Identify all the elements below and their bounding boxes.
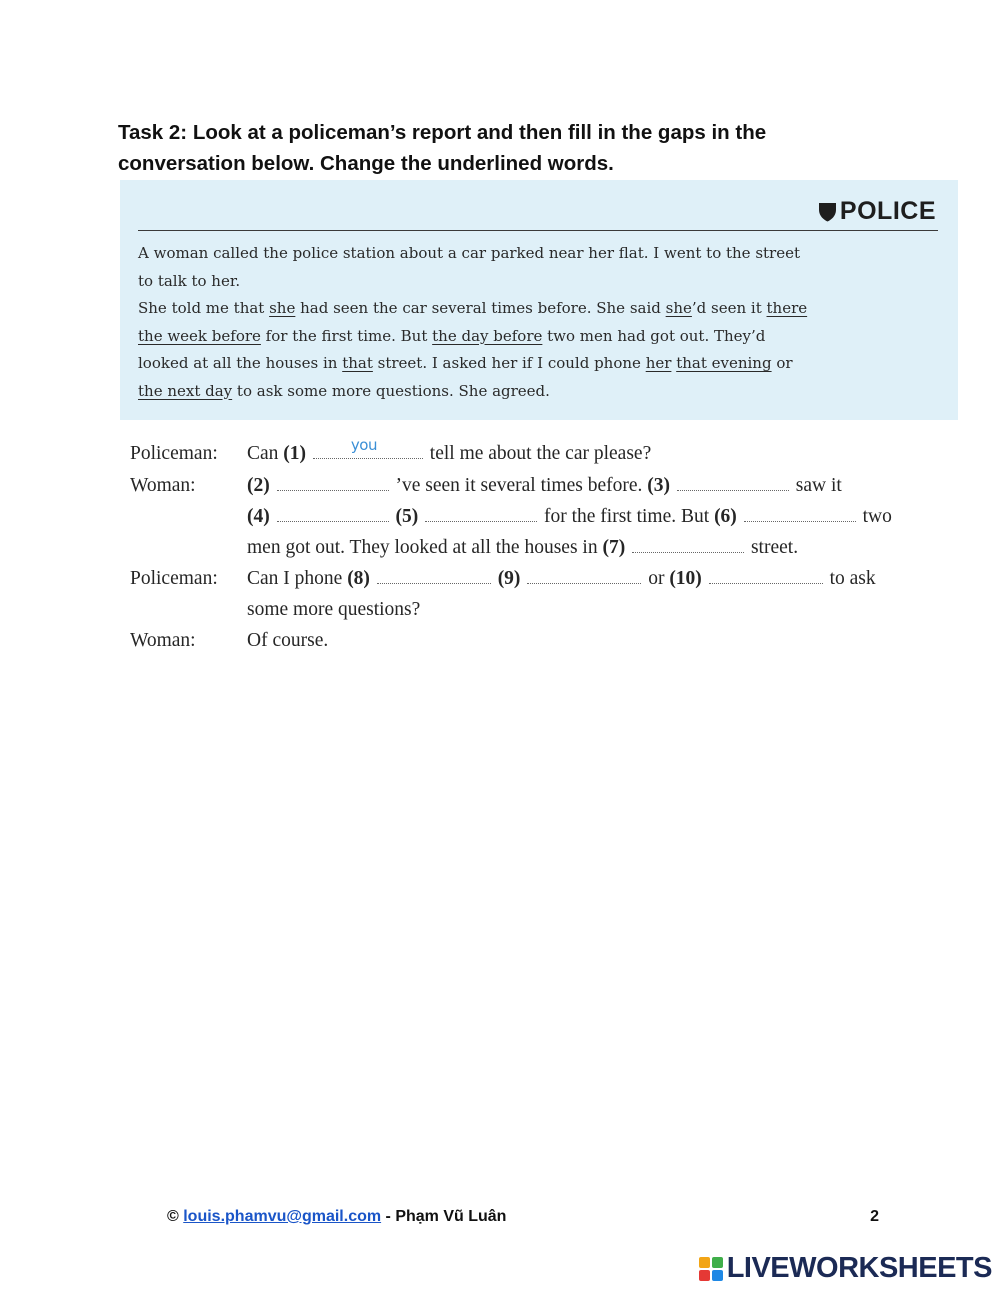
report-text-span: to ask some more questions. She agreed. — [232, 381, 550, 400]
report-text-span: for the first time. But — [260, 326, 433, 345]
dialogue-turn — [130, 470, 960, 563]
speech-text: or — [643, 567, 670, 589]
police-report-header — [138, 194, 938, 231]
gap-number: (1) — [283, 443, 307, 464]
dialogue-turn — [130, 563, 960, 625]
gap-1-answer: you — [350, 436, 377, 454]
gap-number: (8) — [347, 567, 370, 589]
gap-number: (3) — [647, 474, 671, 496]
speech-text: ’ve seen it several times before. — [390, 474, 648, 496]
speech-text: saw it — [790, 474, 842, 496]
underlined-word: that — [342, 354, 373, 372]
gap-number: (4) — [247, 505, 270, 527]
copyright-symbol: © — [167, 1208, 184, 1225]
report-text-span: two men had got out. They’d — [542, 326, 766, 345]
speech-text: tell me about the car please? — [424, 443, 652, 464]
conversation — [130, 438, 960, 656]
gap-number: (9) — [497, 567, 521, 589]
gap-number: (2) — [247, 474, 270, 496]
report-text-span: looked at all the houses in — [138, 354, 343, 372]
report-line — [138, 350, 938, 378]
report-line — [138, 295, 938, 323]
dialogue-turn — [130, 625, 960, 657]
page-footer — [167, 1208, 887, 1226]
speech — [247, 563, 960, 625]
report-line — [138, 323, 938, 351]
report-text-span: ’d seen it — [691, 299, 767, 317]
dialogue-turn — [130, 438, 960, 470]
page-number: 2 — [870, 1208, 879, 1225]
speech-text: two — [857, 505, 892, 527]
gap-number: (6) — [714, 505, 737, 527]
gap-4-input[interactable] — [277, 505, 389, 522]
gap-3-input[interactable] — [677, 474, 789, 491]
report-text-span: had seen the car several times before. She said — [295, 299, 666, 317]
gap-number: (10) — [669, 567, 702, 589]
speaker-label: Woman: — [130, 474, 196, 496]
block-icon — [699, 1270, 710, 1281]
liveworksheets-blocks-icon — [699, 1257, 723, 1281]
gap-8-input[interactable] — [377, 567, 491, 584]
speaker-label: Policeman: — [130, 443, 218, 464]
gap-7-input[interactable] — [632, 536, 744, 553]
police-report — [120, 180, 958, 420]
speaker-label: Woman: — [130, 629, 196, 651]
gap-5-input[interactable] — [425, 505, 537, 522]
gap-6-input[interactable] — [744, 505, 856, 522]
underlined-word: the week before — [138, 326, 261, 345]
underlined-word: the next day — [138, 381, 233, 400]
underlined-word: that evening — [676, 354, 772, 372]
author-email-link[interactable]: louis.phamvu@gmail.com — [183, 1208, 382, 1225]
speech-text: for the first time. But — [539, 505, 715, 527]
report-text-span: She told me that — [138, 299, 270, 317]
speech — [247, 438, 960, 470]
liveworksheets-logo[interactable] — [699, 1252, 992, 1285]
author-name: - Phạm Vũ Luân — [381, 1208, 507, 1225]
report-line — [138, 378, 938, 406]
underlined-word: her — [645, 354, 672, 372]
gap-9-input[interactable] — [527, 567, 641, 584]
task-line-1: Task 2: Look at a policeman’s report and then fill in the gaps in the — [118, 121, 767, 144]
underlined-word: there — [766, 299, 808, 317]
gap-1-input[interactable] — [313, 436, 423, 459]
block-icon — [699, 1257, 710, 1268]
gap-2-input[interactable] — [277, 474, 389, 491]
shield-icon — [818, 202, 837, 222]
gap-number: (7) — [602, 536, 626, 558]
speech-text: Can I phone — [247, 567, 348, 589]
speech-text: some more questions? — [247, 598, 421, 620]
report-line — [138, 268, 938, 296]
speech-text: to ask — [824, 567, 876, 589]
underlined-word: the day before — [432, 326, 543, 345]
report-text-span: street. I asked her if I could phone — [372, 354, 646, 372]
speech-text: street. — [746, 536, 799, 558]
speech-text: men got out. They looked at all the houses in — [247, 536, 603, 558]
underlined-word: she — [665, 299, 692, 317]
speech-text: Can — [247, 443, 284, 464]
speech — [247, 470, 960, 563]
police-logo-text: POLICE — [839, 197, 936, 225]
police-logo — [818, 197, 936, 226]
underlined-word: she — [269, 299, 296, 317]
report-text-span: to talk to her. — [138, 271, 241, 290]
speaker-label: Policeman: — [130, 567, 218, 589]
report-line — [138, 240, 938, 268]
speech: Of course. — [247, 629, 329, 651]
block-icon — [712, 1257, 723, 1268]
block-icon — [712, 1270, 723, 1281]
task-instructions — [118, 117, 918, 179]
gap-number: (5) — [395, 505, 419, 527]
liveworksheets-logo-text: LIVEWORKSHEETS — [726, 1252, 992, 1284]
report-text-span: or — [771, 354, 793, 372]
task-line-2: conversation below. Change the underlined words. — [118, 152, 614, 175]
report-text — [138, 240, 938, 405]
gap-10-input[interactable] — [709, 567, 823, 584]
report-text-span: A woman called the police station about a car parked near her flat. I went to the street — [138, 244, 800, 262]
